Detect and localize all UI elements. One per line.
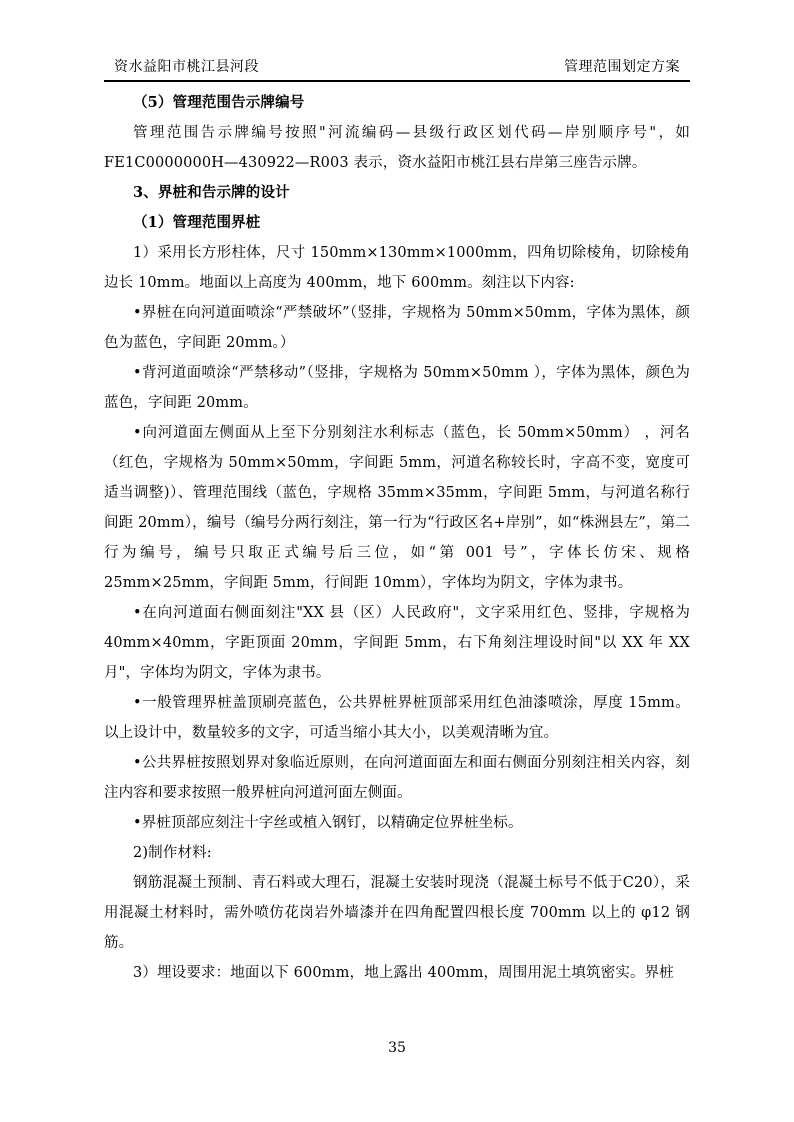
page-header	[104, 50, 690, 82]
paragraph: 3）埋设要求：地面以下 600mm，地上露出 400mm，周围用泥土填筑密实。界桩	[133, 965, 674, 981]
bullet-paragraph: •一般管理界桩盖顶刷亮蓝色，公共界桩界桩顶部采用红色油漆喷涂，厚度 15mm。以上设计中，数量较多的文字，可适当缩小其大小，以美观清晰为宜。	[104, 695, 690, 741]
subsection-heading-boundary-marker: （1）管理范围界桩	[133, 214, 261, 231]
section-heading-design: 3、界桩和告示牌的设计	[133, 184, 290, 201]
header-document-title: 资水益阳市桃江县河段	[114, 59, 259, 75]
paragraph: 2)制作材料:	[133, 845, 212, 861]
document-body	[104, 88, 690, 988]
paragraph: 管理范围告示牌编号按照"河流编码—县级行政区划代码—岸别顺序号"，如FE1C0000000H—430922—R003 表示，资水益阳市桃江县右岸第三座告示牌。	[104, 125, 690, 171]
bullet-paragraph: •在向河道面右侧面刻注"XX 县（区）人民政府"，文字采用红色、竖排，字规格为 40mm×40mm，字距顶面 20mm，字间距 5mm，右下角刻注埋设时间"以 XX 年 XX月"，字体均为阴文，字体为隶书。	[104, 605, 690, 681]
bullet-paragraph: •向河道面左侧面从上至下分别刻注水利标志（蓝色，长 50mm×50mm） ，河名（红色，字规格为 50mm×50mm，字间距 5mm，河道名称较长时，字高不变，宽度可适当调整)）、管理范围线（蓝色，字规格 35mm×35mm，字间距 5mm，与河道名称行间距 20mm），编号（编号分两行刻注，第一行为“行政区名+岸别”，如“株洲县左”，第二行为编号，编号只取正式编号后三位，如“第 001 号”，字体长仿宋、规格 25mm×25mm，字间距 5mm，行间距 10mm），字体均为阴文，字体为隶书。	[104, 425, 690, 591]
section-heading-sign-numbering: （5）管理范围告示牌编号	[133, 94, 305, 111]
paragraph: 1）采用长方形柱体，尺寸 150mm×130mm×1000mm，四角切除棱角，切除棱角边长 10mm。地面以上高度为 400mm，地下 600mm。刻注以下内容:	[104, 245, 690, 291]
bullet-paragraph: •界桩在向河道面喷涂“严禁破坏”（竖排，字规格为 50mm×50mm，字体为黑体，颜色为蓝色，字间距 20mm。）	[104, 305, 690, 351]
page-number: 35	[388, 1040, 406, 1056]
bullet-paragraph: •公共界桩按照划界对象临近原则，在向河道面面左和面右侧面分别刻注相关内容，刻注内容和要求按照一般界桩向河道河面左侧面。	[104, 755, 690, 801]
bullet-paragraph: •背河道面喷涂“严禁移动”（竖排，字规格为 50mm×50mm ），字体为黑体，颜色为蓝色，字间距 20mm。	[104, 365, 690, 411]
paragraph: 钢筋混凝土预制、青石料或大理石，混凝土安装时现浇（混凝土标号不低于C20），采用混凝土材料时，需外喷仿花岗岩外墙漆并在四角配置四根长度 700mm 以上的 φ12 钢筋。	[104, 875, 690, 951]
header-section-title: 管理范围划定方案	[564, 59, 680, 75]
bullet-paragraph: •界桩顶部应刻注十字丝或植入钢钉，以精确定位界桩坐标。	[133, 815, 523, 831]
